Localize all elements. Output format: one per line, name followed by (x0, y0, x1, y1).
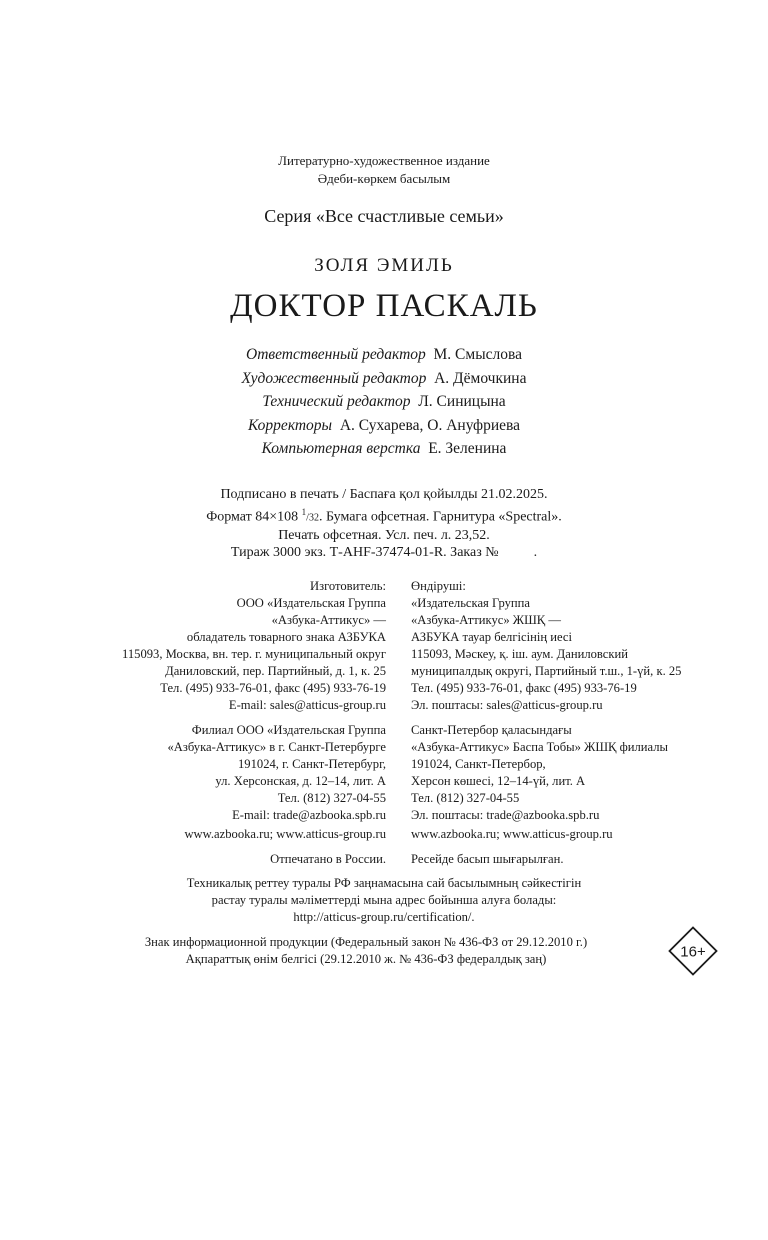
credit-person: А. Дёмочкина (434, 369, 527, 387)
age-badge-text: 16+ (680, 943, 706, 961)
series-name: Серия «Все счастливые семьи» (264, 206, 504, 226)
certification-line: растау туралы мәліметтерді мына адрес бойынша алуға болады: (211, 893, 557, 907)
branch-right-line: «Азбука-Аттикус» Баспа Тобы» ЖШҚ филиалы (411, 740, 668, 754)
format-fraction-num: 1 (301, 506, 307, 517)
book-title: ДОКТОР ПАСКАЛЬ (230, 288, 538, 324)
branch-left-line: 191024, г. Санкт-Петербург, (238, 757, 386, 771)
branch-right-line: Тел. (812) 327-04-55 (411, 791, 520, 805)
manufacturer-right-line: муниципалдық округі, Партийный т.ш., 1-үй, к. 25 (411, 664, 682, 678)
manufacturer-left-line: 115093, Москва, вн. тер. г. муниципальный округ (122, 647, 386, 661)
print-info (0, 486, 768, 562)
book-author: ЗОЛЯ ЭМИЛЬ (314, 255, 454, 276)
manufacturer-left-line: Даниловский, пер. Партийный, д. 1, к. 25 (165, 664, 386, 678)
manufacturer-block (0, 578, 768, 714)
credit-line (0, 414, 768, 438)
credit-person: М. Смыслова (433, 346, 522, 363)
certification-note (0, 875, 768, 926)
web-left: www.azbooka.ru; www.atticus-group.ru (184, 827, 386, 841)
format-text: Формат 84×108 (206, 509, 299, 525)
certification-line: Техникалық реттеу туралы РФ заңнамасына сай басылымның сәйкестігін (186, 876, 582, 890)
print-run: Тираж 3000 экз. Т-AHF-37474-01-R. Заказ № . (230, 545, 538, 561)
credit-line (0, 437, 768, 461)
credit-line (0, 390, 768, 414)
info-product-mark (0, 934, 750, 968)
manufacturer-right-line: «Издательская Группа (411, 596, 530, 610)
manufacturer-left-line: ООО «Издательская Группа (236, 596, 386, 610)
print-signed: Подписано в печать / Баспаға қол қойылды 21.02.2025. (220, 487, 548, 502)
publisher-info (0, 578, 768, 866)
print-type: Печать офсетная. Усл. печ. л. 23,52. (278, 527, 490, 543)
branch-left-line: E-mail: trade@azbooka.spb.ru (232, 808, 386, 822)
manufacturer-left-line: обладатель товарного знака АЗБУКА (186, 630, 386, 644)
credit-line (0, 367, 768, 391)
credits-list (0, 343, 768, 461)
manufacturer-left-line: Изготовитель: (310, 579, 386, 593)
branch-left-line: Филиал ООО «Издательская Группа (191, 723, 386, 737)
edition-type (0, 152, 768, 188)
manufacturer-right-line: АЗБУКА тауар белгісінің иесі (411, 630, 572, 644)
branch-right-line: Херсон көшесі, 12–14-үй, лит. А (411, 774, 586, 788)
printed-left: Отпечатано в России. (270, 852, 386, 866)
format-rest: . Бумага офсетная. Гарнитура «Spectral». (318, 509, 562, 525)
manufacturer-right-line: Эл. поштасы: sales@atticus-group.ru (411, 698, 603, 712)
manufacturer-left-line: Тел. (495) 933-76-01, факс (495) 933-76-19 (160, 681, 386, 695)
manufacturer-right-line: «Азбука-Аттикус» ЖШҚ — (411, 613, 561, 627)
branch-left-line: Тел. (812) 327-04-55 (277, 791, 386, 805)
credit-person: Е. Зеленина (428, 440, 507, 458)
law-line-ru: Знак информационной продукции (Федеральный закон № 436-ФЗ от 29.12.2010 г.) (144, 935, 588, 949)
credit-role: Ответственный редактор (246, 346, 426, 363)
branch-right-line: 191024, Санкт-Петербор, (411, 757, 546, 771)
branch-block (0, 722, 768, 824)
manufacturer-left-line: «Азбука-Аттикус» — (271, 613, 386, 627)
certification-line: http://atticus-group.ru/certification/. (293, 910, 475, 924)
branch-right-line: Санкт-Петербор қаласындағы (411, 723, 572, 737)
edition-line-ru: Литературно-художественное издание (278, 153, 490, 168)
age-rating-badge (668, 926, 718, 976)
web-right: www.azbooka.ru; www.atticus-group.ru (411, 827, 613, 841)
print-format (0, 504, 768, 527)
manufacturer-right-line: Өндіруші: (411, 579, 466, 593)
credit-role: Компьютерная верстка (261, 440, 421, 458)
credit-person: А. Сухарева, О. Ануфриева (339, 416, 521, 434)
branch-left-line: ул. Херсонская, д. 12–14, лит. А (215, 774, 386, 788)
law-line-kz: Ақпараттық өнім белгісі (29.12.2010 ж. № 436-ФЗ федералдық заң) (185, 952, 547, 966)
edition-line-kz: Әдеби-көркем басылым (317, 171, 451, 186)
printed-right: Ресейде басып шығарылған. (411, 852, 564, 866)
branch-left-line: «Азбука-Аттикус» в г. Санкт-Петербурге (167, 740, 386, 754)
credit-role: Технический редактор (262, 393, 411, 411)
manufacturer-right-line: Тел. (495) 933-76-01, факс (495) 933-76-19 (411, 681, 637, 695)
credit-role: Художественный редактор (241, 369, 427, 387)
manufacturer-left-line: E-mail: sales@atticus-group.ru (228, 698, 386, 712)
format-fraction-den: /32 (306, 512, 319, 524)
credit-person: Л. Синицына (418, 393, 506, 411)
branch-right-line: Эл. поштасы: trade@azbooka.spb.ru (411, 808, 600, 822)
manufacturer-right-line: 115093, Мәскеу, қ. іш. аум. Даниловский (411, 647, 628, 661)
credit-line (0, 343, 768, 367)
credit-role: Корректоры (247, 416, 333, 434)
